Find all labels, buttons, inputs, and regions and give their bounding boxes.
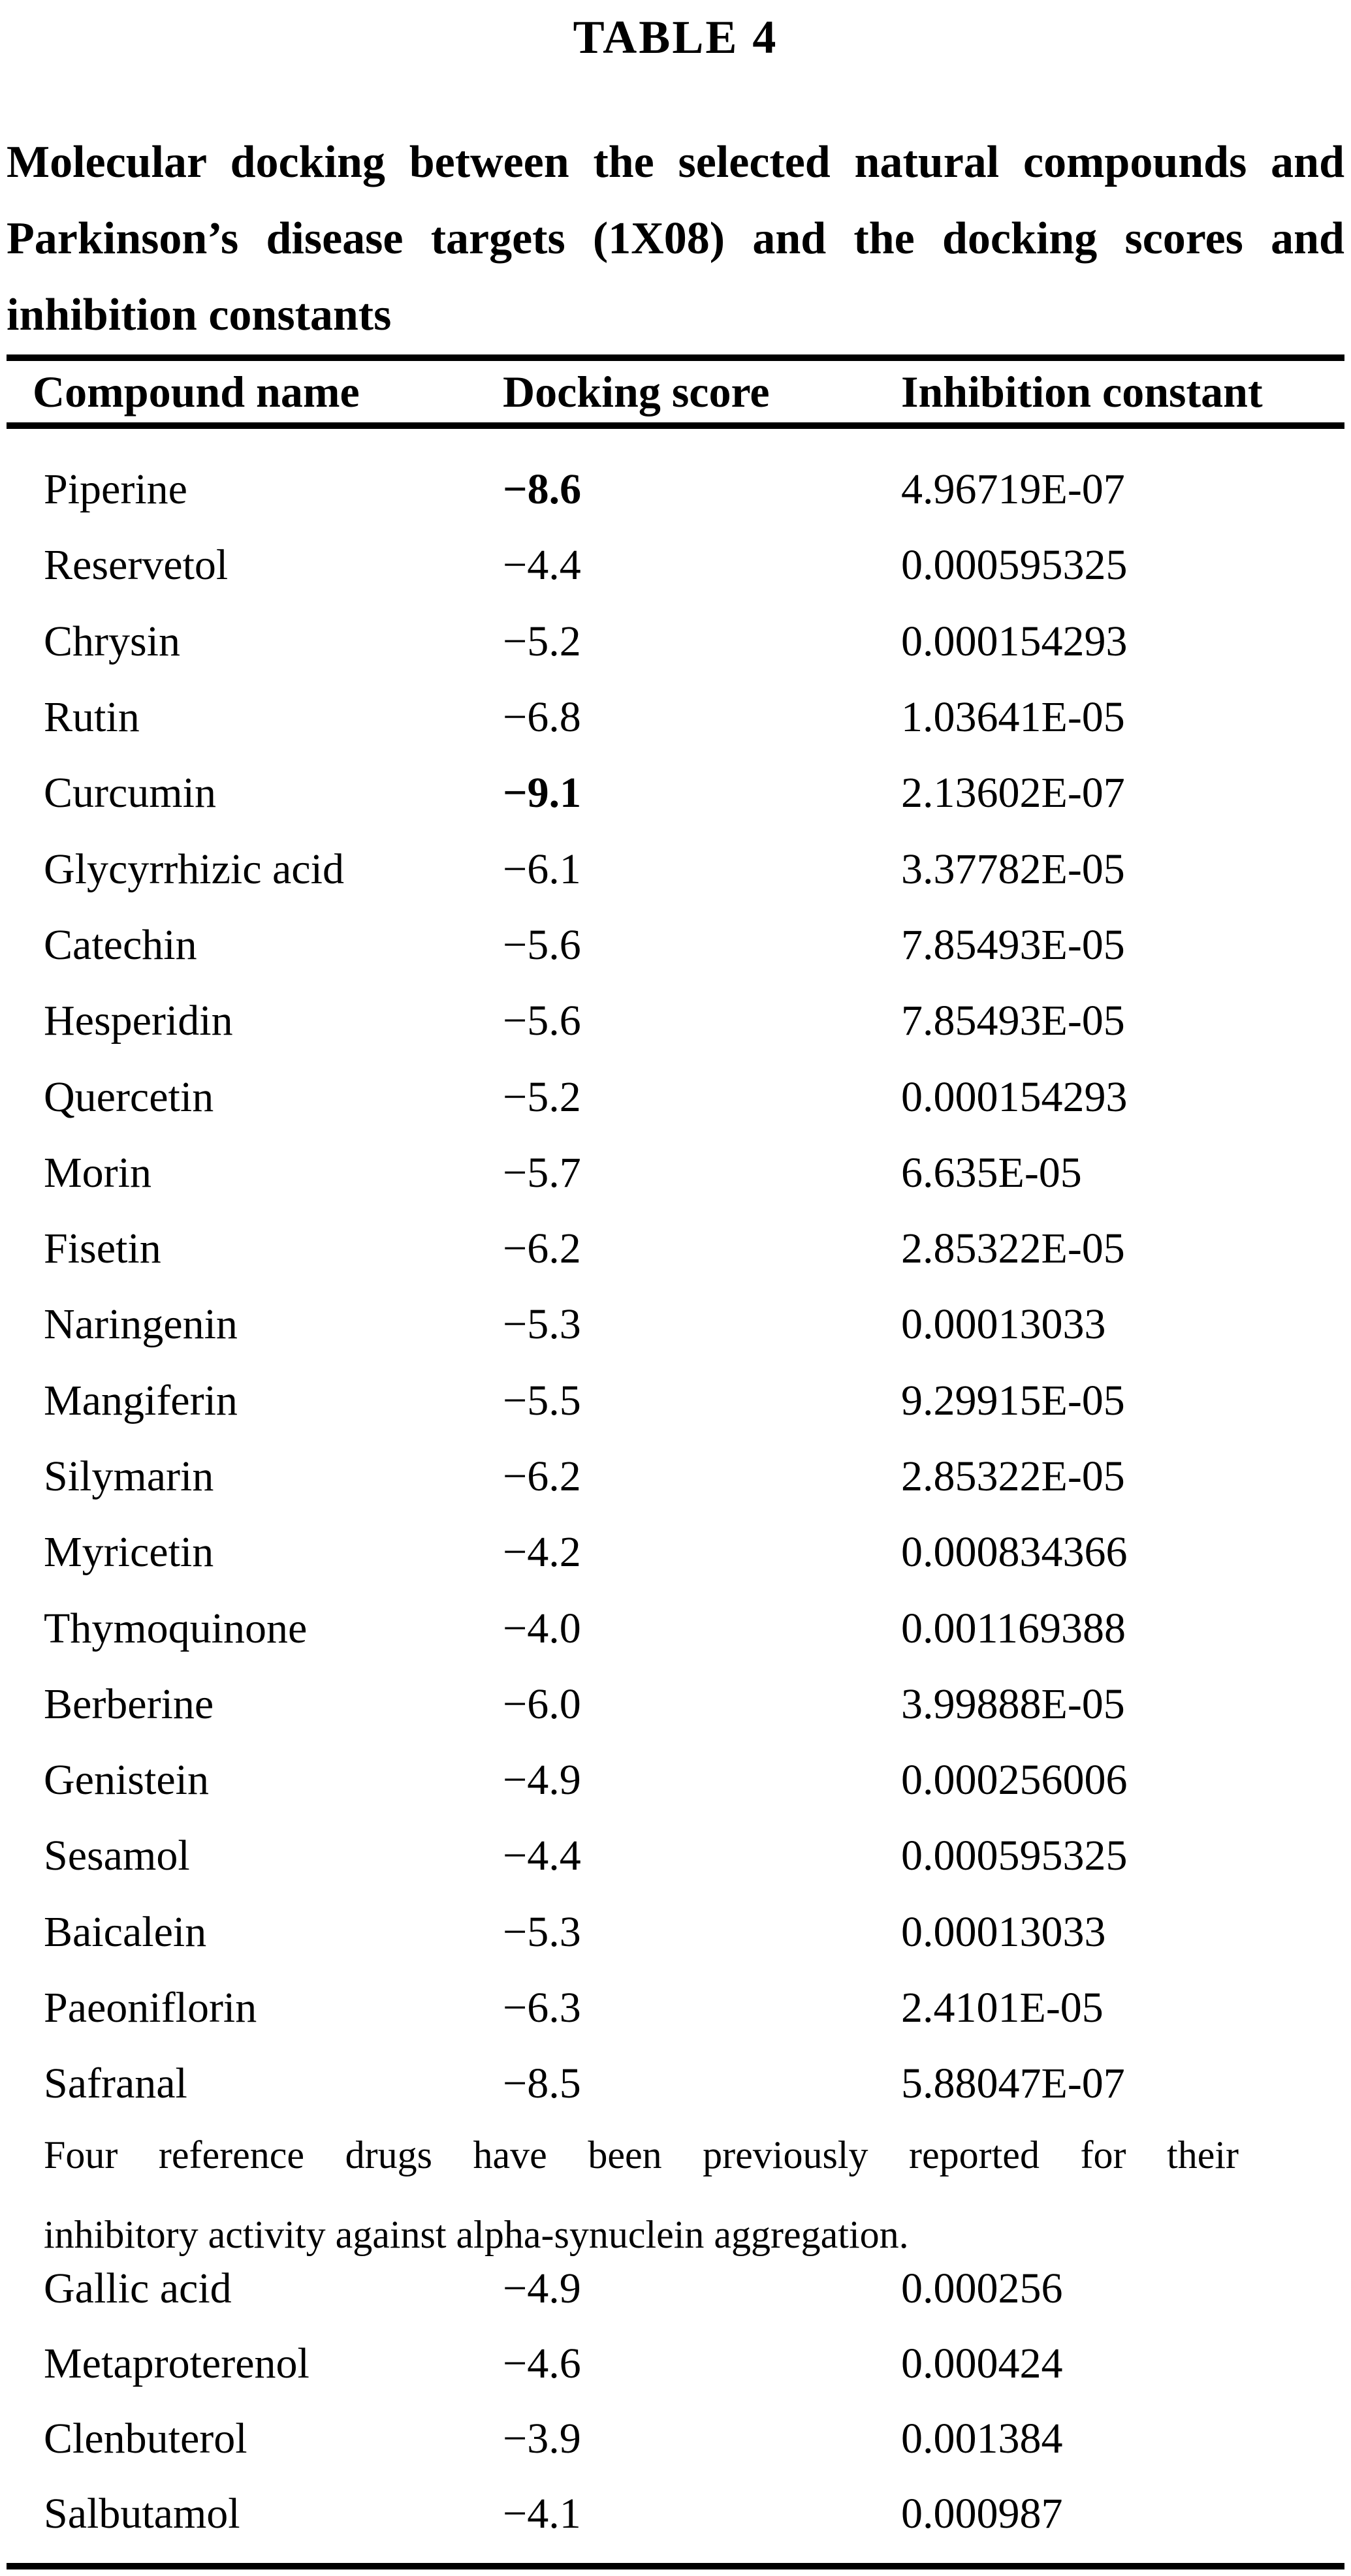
inhibition-constant-cell: 0.000834366 bbox=[901, 1528, 1128, 1577]
column-header-inhibition-constant: Inhibition constant bbox=[901, 366, 1263, 416]
table-label: TABLE 4 bbox=[573, 11, 778, 63]
inhibition-constant-cell: 0.000595325 bbox=[901, 1832, 1128, 1880]
caption-line-2: Parkinson’s disease targets (1X08) and the docking scores and bbox=[7, 213, 1344, 264]
inhibition-constant-cell: 0.000987 bbox=[901, 2489, 1063, 2537]
inhibition-constant-cell: 0.000154293 bbox=[901, 617, 1128, 665]
table-row bbox=[7, 1970, 1344, 2046]
column-header-docking-score: Docking score bbox=[503, 366, 770, 416]
docking-score-cell: −5.2 bbox=[503, 617, 581, 665]
compound-name-cell: Quercetin bbox=[44, 1073, 214, 1121]
table-row bbox=[7, 1211, 1344, 1287]
compound-name-cell: Silymarin bbox=[44, 1453, 214, 1500]
table-row bbox=[7, 1363, 1344, 1439]
compound-name-cell: Genistein bbox=[44, 1756, 209, 1804]
docking-score-cell: −6.2 bbox=[503, 1225, 581, 1273]
table-row bbox=[7, 1287, 1344, 1362]
table-bottom-rule bbox=[7, 2563, 1344, 2569]
compound-name-cell: Rutin bbox=[44, 693, 140, 742]
compound-name-cell: Curcumin bbox=[44, 769, 216, 817]
docking-score-cell: −5.6 bbox=[503, 997, 581, 1045]
compound-name-cell: Myricetin bbox=[44, 1528, 214, 1577]
inhibition-constant-cell: 0.000256 bbox=[901, 2264, 1063, 2312]
table-header-row bbox=[7, 361, 1344, 422]
compound-name-cell: Safranal bbox=[44, 2060, 187, 2108]
compound-name-cell: Morin bbox=[44, 1148, 151, 1197]
compound-name-cell: Hesperidin bbox=[44, 997, 233, 1045]
table-row bbox=[7, 2401, 1344, 2476]
table-row bbox=[7, 983, 1344, 1059]
docking-score-cell: −6.3 bbox=[503, 1984, 581, 2032]
table-row bbox=[7, 1667, 1344, 1742]
inhibition-constant-cell: 3.99888E-05 bbox=[901, 1680, 1125, 1728]
caption-line-3: inhibition constants bbox=[7, 290, 392, 340]
docking-score-cell: −6.8 bbox=[503, 693, 581, 742]
docking-score-cell: −5.5 bbox=[503, 1376, 581, 1424]
caption-line-1: Molecular docking between the selected natural compounds and bbox=[7, 137, 1344, 187]
table-row bbox=[7, 755, 1344, 831]
docking-score-cell: −5.3 bbox=[503, 1908, 581, 1956]
compound-name-cell: Baicalein bbox=[44, 1908, 207, 1956]
docking-score-cell: −4.2 bbox=[503, 1528, 581, 1577]
docking-score-cell: −5.3 bbox=[503, 1300, 581, 1349]
docking-score-cell: −4.6 bbox=[503, 2339, 581, 2387]
inhibition-constant-cell: 0.000256006 bbox=[901, 1756, 1128, 1804]
table-row bbox=[7, 1894, 1344, 1970]
table-row bbox=[7, 1742, 1344, 1818]
reference-drugs-table-body bbox=[7, 2251, 1344, 2551]
table-row bbox=[7, 907, 1344, 983]
table-row bbox=[7, 2046, 1344, 2122]
inhibition-constant-cell: 2.13602E-07 bbox=[901, 769, 1125, 817]
table-row bbox=[7, 1515, 1344, 1590]
compound-name-cell: Reservetol bbox=[44, 541, 229, 589]
compound-name-cell: Fisetin bbox=[44, 1225, 161, 1273]
inhibition-constant-cell: 0.00013033 bbox=[901, 1908, 1106, 1956]
compound-name-cell: Mangiferin bbox=[44, 1376, 238, 1424]
inhibition-constant-cell: 0.001384 bbox=[901, 2414, 1063, 2462]
table-row bbox=[7, 1818, 1344, 1894]
table-top-rule bbox=[7, 354, 1344, 361]
table-row bbox=[7, 2251, 1344, 2326]
column-header-compound-name: Compound name bbox=[33, 366, 360, 416]
docking-score-cell: −5.2 bbox=[503, 1073, 581, 1121]
inhibition-constant-cell: 5.88047E-07 bbox=[901, 2060, 1125, 2108]
compound-name-cell: Salbutamol bbox=[44, 2489, 240, 2537]
docking-score-cell: −6.1 bbox=[503, 845, 581, 893]
docking-score-cell: −5.6 bbox=[503, 920, 581, 969]
compound-name-cell: Metaproterenol bbox=[44, 2339, 310, 2387]
compound-name-cell: Glycyrrhizic acid bbox=[44, 845, 344, 893]
compound-name-cell: Catechin bbox=[44, 920, 197, 969]
compound-name-cell: Naringenin bbox=[44, 1300, 238, 1349]
docking-score-cell: −5.7 bbox=[503, 1148, 581, 1197]
inhibition-constant-cell: 2.85322E-05 bbox=[901, 1453, 1125, 1500]
inhibition-constant-cell: 0.00013033 bbox=[901, 1300, 1106, 1349]
table-row bbox=[7, 1059, 1344, 1135]
inhibition-constant-cell: 2.85322E-05 bbox=[901, 1225, 1125, 1273]
compound-name-cell: Clenbuterol bbox=[44, 2414, 247, 2462]
compound-name-cell: Sesamol bbox=[44, 1832, 190, 1880]
docking-score-cell: −4.4 bbox=[503, 1832, 581, 1880]
compound-name-cell: Paeoniflorin bbox=[44, 1984, 257, 2032]
docking-score-cell: −8.6 bbox=[503, 465, 582, 514]
compound-name-cell: Thymoquinone bbox=[44, 1604, 308, 1652]
inhibition-constant-cell: 0.000154293 bbox=[901, 1073, 1128, 1121]
docking-score-cell: −8.5 bbox=[503, 2060, 581, 2108]
compound-name-cell: Gallic acid bbox=[44, 2264, 232, 2312]
docking-score-cell: −9.1 bbox=[503, 769, 582, 817]
table-header-bottom-rule bbox=[7, 422, 1344, 429]
inhibition-constant-cell: 0.000595325 bbox=[901, 541, 1128, 589]
docking-score-cell: −4.4 bbox=[503, 541, 581, 589]
note-line-2: inhibitory activity against alpha-synuclein aggregation. bbox=[44, 2213, 909, 2256]
table-row bbox=[7, 831, 1344, 907]
inhibition-constant-cell: 7.85493E-05 bbox=[901, 920, 1125, 969]
docking-score-cell: −4.1 bbox=[503, 2489, 581, 2537]
inhibition-constant-cell: 4.96719E-07 bbox=[901, 465, 1125, 514]
note-line-1: Four reference drugs have been previously reported for their bbox=[44, 2133, 1239, 2176]
table-caption bbox=[7, 124, 1344, 353]
table-row bbox=[7, 2326, 1344, 2401]
inhibition-constant-cell: 0.000424 bbox=[901, 2339, 1063, 2387]
docking-score-cell: −4.9 bbox=[503, 1756, 581, 1804]
table-row bbox=[7, 527, 1344, 603]
inhibition-constant-cell: 6.635E-05 bbox=[901, 1148, 1082, 1197]
table-row bbox=[7, 1439, 1344, 1515]
docking-score-cell: −6.0 bbox=[503, 1680, 581, 1728]
docking-score-cell: −4.9 bbox=[503, 2264, 581, 2312]
compound-name-cell: Piperine bbox=[44, 465, 187, 514]
inhibition-constant-cell: 1.03641E-05 bbox=[901, 693, 1125, 742]
inhibition-constant-cell: 2.4101E-05 bbox=[901, 1984, 1104, 2032]
compound-table-body bbox=[7, 429, 1344, 2122]
table-row bbox=[7, 1590, 1344, 1666]
inhibition-constant-cell: 7.85493E-05 bbox=[901, 997, 1125, 1045]
table-row bbox=[7, 680, 1344, 755]
docking-score-cell: −3.9 bbox=[503, 2414, 581, 2462]
docking-score-cell: −4.0 bbox=[503, 1604, 581, 1652]
docking-score-cell: −6.2 bbox=[503, 1453, 581, 1500]
inhibition-constant-cell: 3.37782E-05 bbox=[901, 845, 1125, 893]
inhibition-constant-cell: 0.001169388 bbox=[901, 1604, 1126, 1652]
table-row bbox=[7, 1135, 1344, 1211]
compound-name-cell: Berberine bbox=[44, 1680, 214, 1728]
compound-name-cell: Chrysin bbox=[44, 617, 181, 665]
table-row bbox=[7, 452, 1344, 527]
table-row bbox=[7, 604, 1344, 680]
table-row bbox=[7, 2476, 1344, 2551]
inhibition-constant-cell: 9.29915E-05 bbox=[901, 1376, 1125, 1424]
